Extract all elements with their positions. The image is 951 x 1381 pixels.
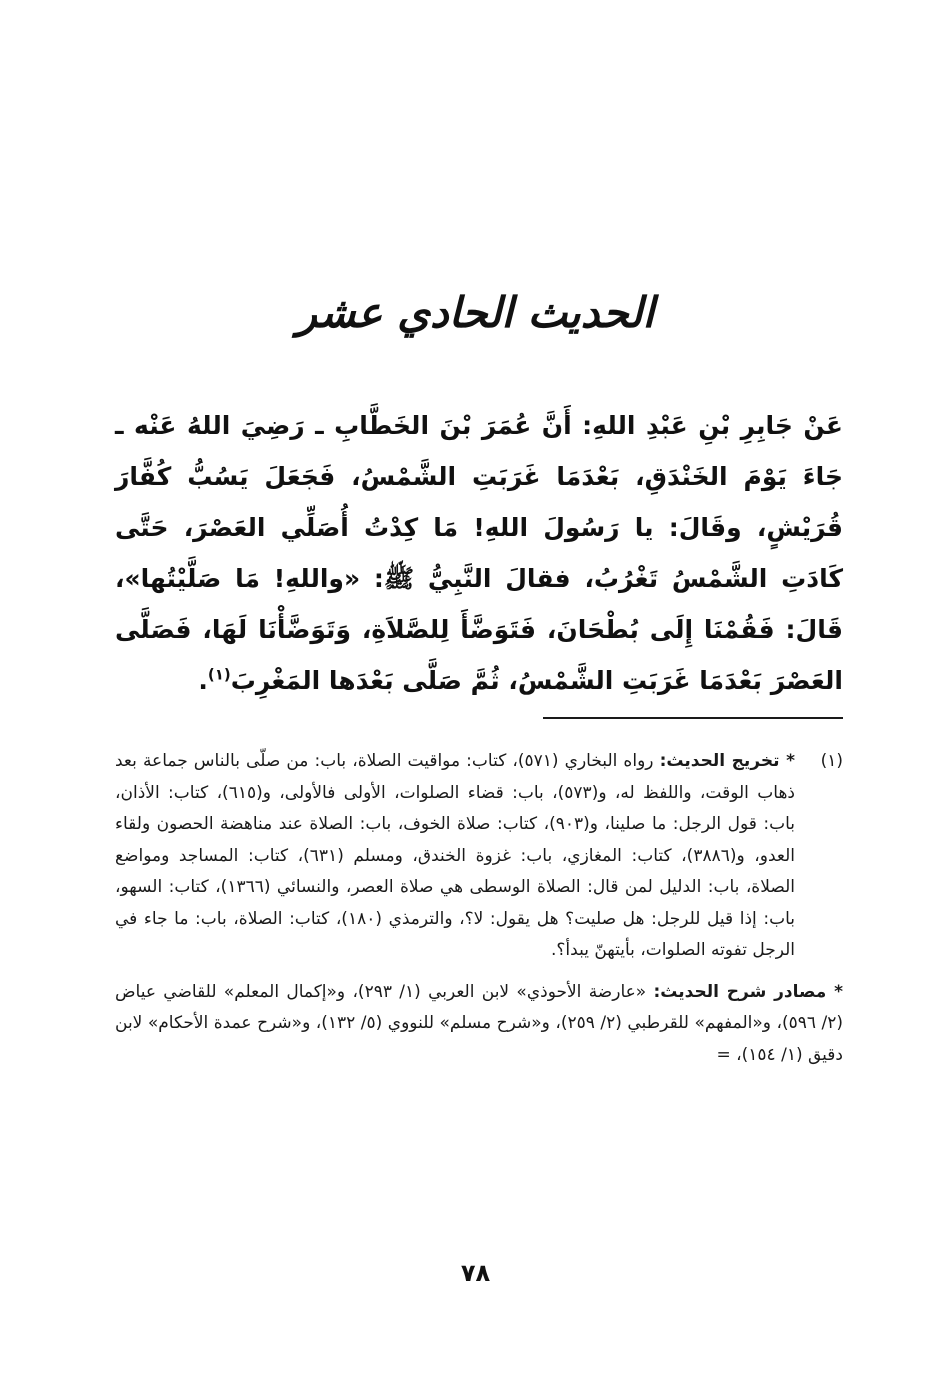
footnote-takhrij [115, 746, 843, 967]
footnote-number: (١) [820, 751, 843, 771]
sources-text: «عارضة الأحوذي» لابن العربي (١/ ٢٩٣)، و«إكمال المعلم» للقاضي عياض (٢/ ٥٩٦)، و«المفهم» للقرطبي (٢/ ٢٥٩)، و«شرح مسلم» للنووي (٥/ ١٣٢)، و«شرح عمدة الأحكام» لابن دقيق (١/ ١٥٤)، = [115, 981, 843, 1065]
sources-label: * مصادر شرح الحديث: [653, 981, 843, 1002]
footnote-divider [543, 717, 843, 719]
footnotes-block [115, 746, 843, 1071]
hadith-text-block [115, 400, 843, 706]
chapter-title: الحديث الحادي عشر [296, 288, 655, 337]
takhrij-text: رواه البخاري (٥٧١)، كتاب: مواقيت الصلاة، باب: من صلّى بالناس جماعة بعد ذهاب الوقت، واللفظ له، و(٥٧٣)، باب: قضاء الصلوات، الأولى فالأولى، و(٦١٥)، كتاب: الأذان، باب: قول الرجل: ما صلينا، و(٩٠٣)، كتاب: صلاة الخوف، باب: الصلاة عند مناهضة الحصون ولقاء العدو، و(٣٨٨٦)، كتاب: المغازي، باب: غزوة الخندق، ومسلم (٦٣١)، كتاب: المساجد ومواضع الصلاة، باب: الدليل لمن قال: الصلاة الوسطى هي صلاة العصر، والنسائي (١٣٦٦)، كتاب: السهو، باب: إذا قيل للرجل: هل صليت؟ هل يقول: لا؟، والترمذي (١٨٠)، كتاب: الصلاة، باب: ما جاء في الرجل تفوته الصلوات، بأيتهنّ يبدأ؟. [115, 751, 796, 960]
page-number: ٧٨ [460, 1259, 491, 1287]
hadith-end-mark: . [198, 666, 208, 695]
takhrij-label: * تخريج الحديث: [659, 751, 795, 771]
footnote-reference[interactable]: (١) [207, 665, 231, 684]
hadith-text: عَنْ جَابِرِ بْنِ عَبْدِ اللهِ: أَنَّ عُمَرَ بْنَ الخَطَّابِ ـ رَضِيَ اللهُ عَنْه ـ جَاءَ يَوْمَ الخَنْدَقِ، بَعْدَمَا غَرَبَتِ الشَّمْسُ، فَجَعَلَ يَسُبُّ كُفَّارَ قُرَيْشٍ، وقَالَ: يا رَسُولَ اللهِ! مَا كِدْتُ أُصَلِّي العَصْرَ، حَتَّى كَادَتِ الشَّمْسُ تَغْرُبُ، فقالَ النَّبِيُّ ﷺ: «واللهِ! مَا صَلَّيْتُها»، قَالَ: فَقُمْنَا إِلَى بُطْحَانَ، فَتَوَضَّأَ لِلصَّلاَةِ، وَتَوَضَّأْنَا لَهَا، فَصَلَّى العَصْرَ بَعْدَمَا غَرَبَتِ الشَّمْسُ، ثُمَّ صَلَّى بَعْدَها المَغْرِبَ [115, 411, 843, 695]
footnote-sources [115, 977, 843, 1072]
